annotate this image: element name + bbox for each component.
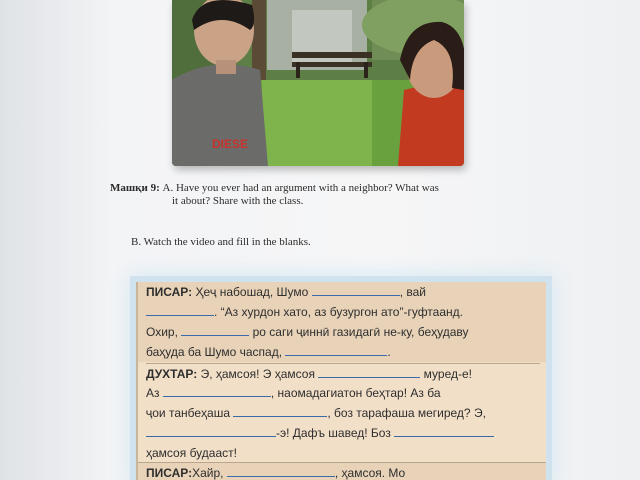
dialogue-text: ҷои танбеҳаша	[146, 406, 231, 420]
fill-in-blank[interactable]	[285, 343, 387, 356]
dialogue-line-7	[146, 403, 540, 423]
dialogue-text: Ҳеҷ набошад, Шумо	[195, 285, 309, 299]
exercise-part-a-line1	[110, 182, 510, 195]
dialogue-line-2	[138, 302, 546, 322]
dialogue-text: .	[387, 345, 391, 359]
speaker-label: ПИСАР:	[146, 466, 193, 480]
fill-in-blank[interactable]	[318, 365, 420, 378]
dialogue-line-3	[138, 322, 546, 342]
dialogue-text: ҳамсоя будааст!	[146, 446, 237, 460]
dialogue-text: Хайр,	[192, 466, 224, 480]
fill-in-blank[interactable]	[312, 283, 400, 296]
speaker-label: ДУХТАР:	[146, 367, 198, 381]
fill-in-blank[interactable]	[181, 323, 249, 336]
dialogue-text: Охир,	[146, 325, 178, 339]
dialogue-text: . “Аз хурдон хато, аз бузургон ато”-гуфтаанд.	[214, 305, 463, 319]
dialogue-line-1	[138, 282, 546, 302]
fill-in-blank[interactable]	[227, 464, 335, 477]
exercise-part-a-line2: it about? Share with the class.	[172, 195, 304, 207]
shirt-logo-text: DIESE	[212, 137, 249, 151]
dialogue-text: Э, ҳамсоя! Э ҳамсоя	[200, 367, 315, 381]
video-still-photo	[172, 0, 464, 166]
dialogue-text: Аз	[146, 386, 160, 400]
speaker-label: ПИСАР:	[146, 285, 193, 299]
dialogue-line-9	[146, 443, 540, 463]
fill-in-blank[interactable]	[233, 404, 327, 417]
dialogue-text: , наомадагиатон беҳтар! Аз ба	[270, 386, 441, 400]
dialogue-line-8	[146, 423, 540, 443]
dialogue-text: -э! Дафъ шавед! Боз	[276, 426, 391, 440]
exercise-number: Машқи 9:	[110, 182, 160, 194]
part-a-text: A. Have you ever had an argument with a neighbor? What was	[162, 182, 439, 194]
fill-in-blank[interactable]	[163, 384, 271, 397]
fill-in-blank[interactable]	[146, 424, 276, 437]
dialogue-text: муред-е!	[423, 367, 473, 381]
dialogue-text: , вай	[399, 285, 426, 299]
dialogue-text: , боз тарафаша мегиред? Э,	[327, 406, 486, 420]
dialogue-line-5	[146, 363, 540, 384]
fill-in-blank[interactable]	[146, 303, 214, 316]
dialogue-box	[136, 282, 546, 480]
dialogue-line-6	[146, 383, 540, 403]
dialogue-line-4	[138, 342, 546, 362]
exercise-part-b: B. Watch the video and fill in the blanks.	[131, 236, 311, 248]
dialogue-line-10	[138, 462, 546, 480]
dialogue-text: ро саги ҷиннӣ газидагӣ не-ку, беҳудаву	[252, 325, 469, 339]
fill-in-blank[interactable]	[394, 424, 494, 437]
dialogue-text: баҳуда ба Шумо часпад,	[146, 345, 283, 359]
exercise-9	[110, 182, 510, 208]
dialogue-text: , ҳамсоя. Мо	[334, 466, 406, 480]
